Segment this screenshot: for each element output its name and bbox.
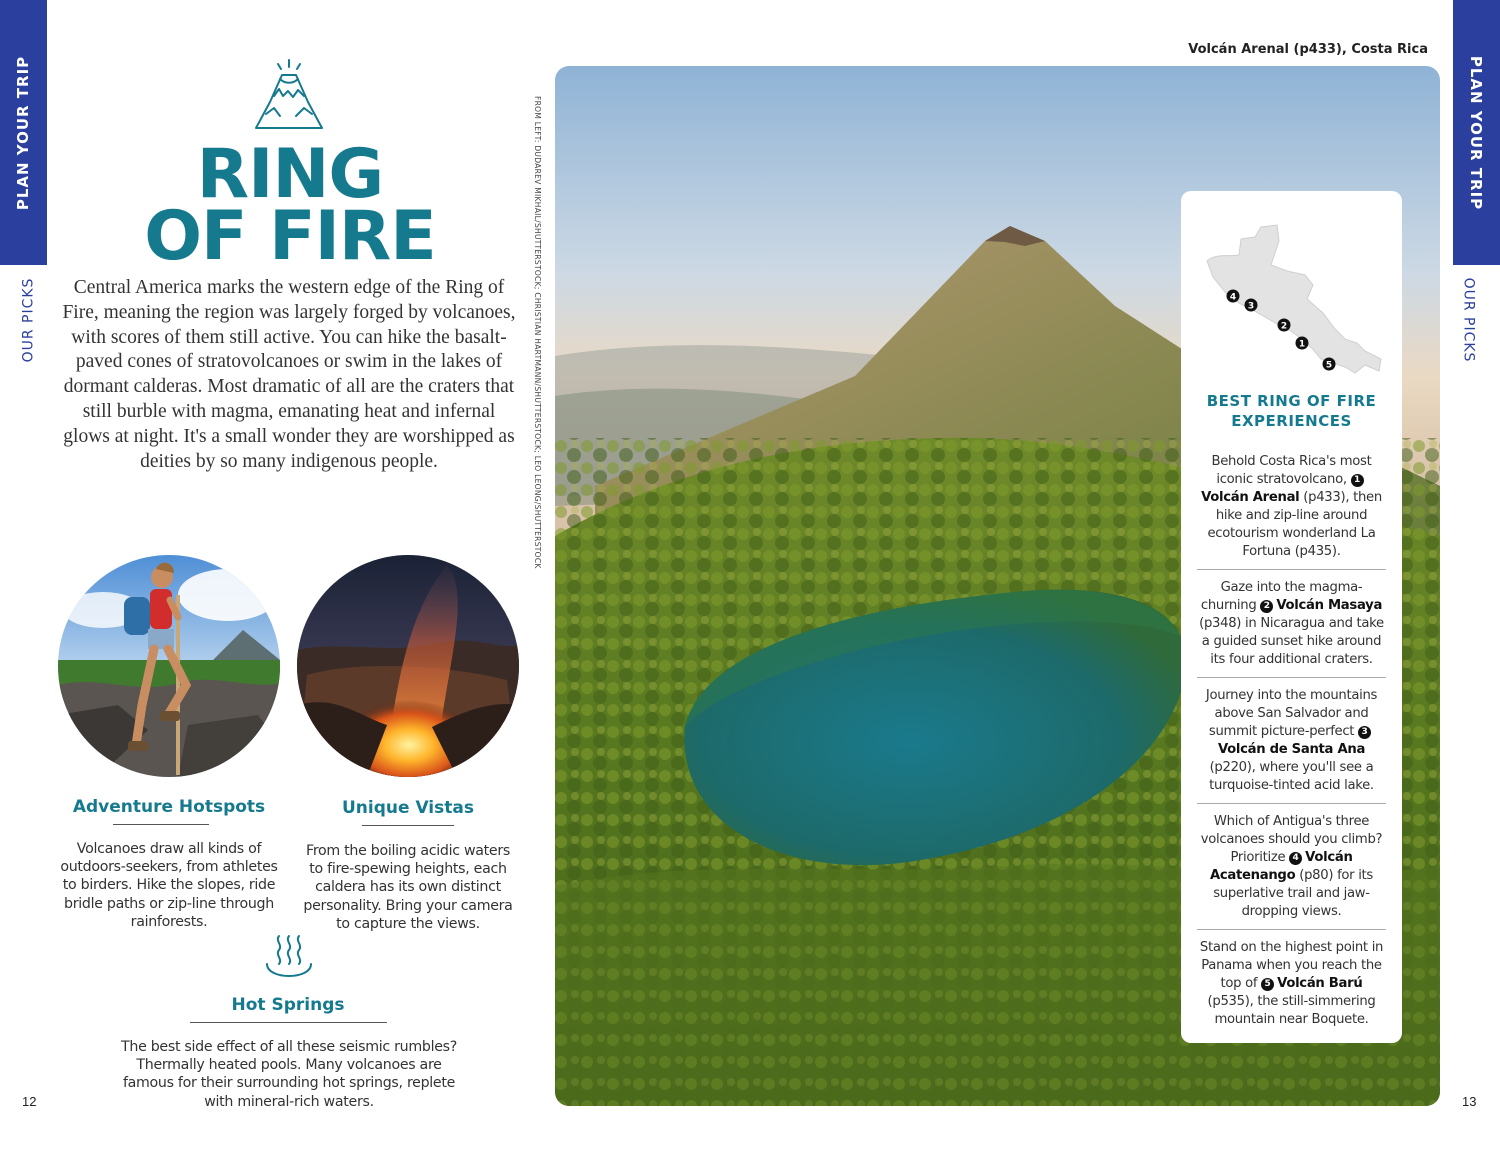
experience-divider — [1197, 929, 1386, 930]
experience-number: 5 — [1261, 978, 1274, 991]
feature-rule-hot-springs — [190, 1022, 387, 1023]
side-subtab-right-label: OUR PICKS — [1460, 277, 1477, 363]
experience-item — [1197, 687, 1386, 795]
feature-heading-vistas: Unique Vistas — [342, 798, 474, 818]
card-title — [1181, 391, 1402, 431]
experience-volcano-name: Volcán de Santa Ana — [1217, 742, 1366, 757]
crater-photo — [297, 555, 519, 777]
feature-rule-vistas — [362, 825, 454, 826]
experience-text-after: (p220), where you'll see a turquoise-tinted acid lake. — [1209, 760, 1374, 793]
feature-body-adventure: Volcanoes draw all kinds of outdoors-seekers, from athletes to birders. Hike the slopes, ride bridle paths or zip-line through rainforests. — [60, 841, 278, 930]
photo-caption: Volcán Arenal (p433), Costa Rica — [1188, 42, 1428, 57]
side-subtab-left — [5, 270, 52, 370]
experience-volcano-name: Volcán Masaya — [1276, 598, 1383, 613]
experience-text-after: (p80) for its superlative trail and jaw-dropping views. — [1213, 868, 1373, 919]
page-number-right: 13 — [1462, 1094, 1477, 1109]
page-number-left: 12 — [22, 1094, 37, 1109]
experience-number: 2 — [1260, 600, 1273, 613]
card-title-line1: BEST RING OF FIRE — [1206, 392, 1377, 410]
volcano-icon — [252, 58, 326, 132]
side-subtab-left-label: OUR PICKS — [20, 277, 37, 363]
feature-heading-hot-springs: Hot Springs — [231, 995, 345, 1015]
experience-divider — [1197, 677, 1386, 678]
hot-springs-icon — [264, 932, 314, 982]
side-tab-left — [0, 0, 47, 265]
photo-credit: FROM LEFT: DUDAREV MIKHAIL/SHUTTERSTOCK; CHRISTIAN HARTMANN/SHUTTERSTOCK; LEO LEONG/SHUTTERSTOCK — [533, 96, 542, 569]
experience-text-after: (p535), the still-simmering mountain near Boquete. — [1207, 994, 1376, 1027]
feature-body-hot-springs: The best side effect of all these seismic rumbles? Thermally heated pools. Many volcanoes are famous for their surrounding hot springs, replete with mineral-rich waters. — [121, 1039, 457, 1110]
experience-text-after: (p348) in Nicaragua and take a guided sunset hike around its four additional craters. — [1199, 616, 1384, 667]
experience-divider — [1197, 569, 1386, 570]
experience-text-before: Gaze into the magma-churning — [1200, 580, 1363, 613]
experience-text-before: Stand on the highest point in Panama when you reach the top of — [1199, 940, 1384, 991]
experience-volcano-name: Volcán Arenal — [1201, 490, 1300, 505]
side-tab-left-label: PLAN YOUR TRIP — [14, 55, 33, 210]
feature-rule-adventure — [113, 824, 209, 825]
experience-volcano-name: Volcán Barú — [1277, 976, 1363, 991]
map-marker-4: 4 — [1229, 292, 1237, 303]
side-tab-right — [1453, 0, 1500, 265]
experience-number: 4 — [1289, 852, 1302, 865]
card-title-line2: EXPERIENCES — [1231, 412, 1352, 430]
experience-text-after: (p433), then hike and zip-line around ecotourism wonderland La Fortuna (p435). — [1207, 490, 1382, 559]
experience-item — [1197, 939, 1386, 1029]
page-title-line2: OF FIRE — [144, 197, 436, 276]
page-title-line1: RING — [196, 135, 384, 214]
experiences-card — [1181, 191, 1402, 1043]
experience-item — [1197, 579, 1386, 669]
map-marker-1: 1 — [1298, 339, 1306, 350]
experience-divider — [1197, 803, 1386, 804]
side-subtab-right — [1445, 270, 1492, 370]
intro-paragraph: Central America marks the western edge of the Ring of Fire, meaning the region was largely forged by volcanoes, with scores of them still active. You can hike the basalt-paved cones of stratovolcanoes or swim in the lakes of dormant calderas. Most dramatic of all are the craters that still burble with magma, emanating heat and infernal glows at night. It's a small wonder they are worshipped as deities by so many indigenous people. — [62, 277, 516, 472]
side-tab-right-label: PLAN YOUR TRIP — [1467, 55, 1486, 210]
map-marker-5: 5 — [1325, 360, 1333, 371]
experience-text-before: Journey into the mountains above San Salvador and summit picture-perfect — [1205, 688, 1378, 739]
feature-heading-adventure: Adventure Hotspots — [72, 797, 266, 817]
map-marker-2: 2 — [1280, 321, 1288, 332]
experience-item — [1197, 453, 1386, 561]
hiker-photo — [58, 555, 280, 777]
central-america-map — [1195, 221, 1385, 381]
feature-body-vistas: From the boiling acidic waters to fire-spewing heights, each caldera has its own distinct personality. Bring your camera to capture the views. — [303, 843, 513, 932]
experience-volcano-name: Volcán Acatenango — [1209, 850, 1353, 883]
map-marker-3: 3 — [1247, 301, 1255, 312]
experience-text-before: Which of Antigua's three volcanoes should you climb? Prioritize — [1200, 814, 1383, 865]
experience-item — [1197, 813, 1386, 921]
experience-text-before: Behold Costa Rica's most iconic stratovolcano, — [1211, 454, 1372, 487]
experience-number: 3 — [1358, 726, 1371, 739]
experience-number: 1 — [1351, 474, 1364, 487]
